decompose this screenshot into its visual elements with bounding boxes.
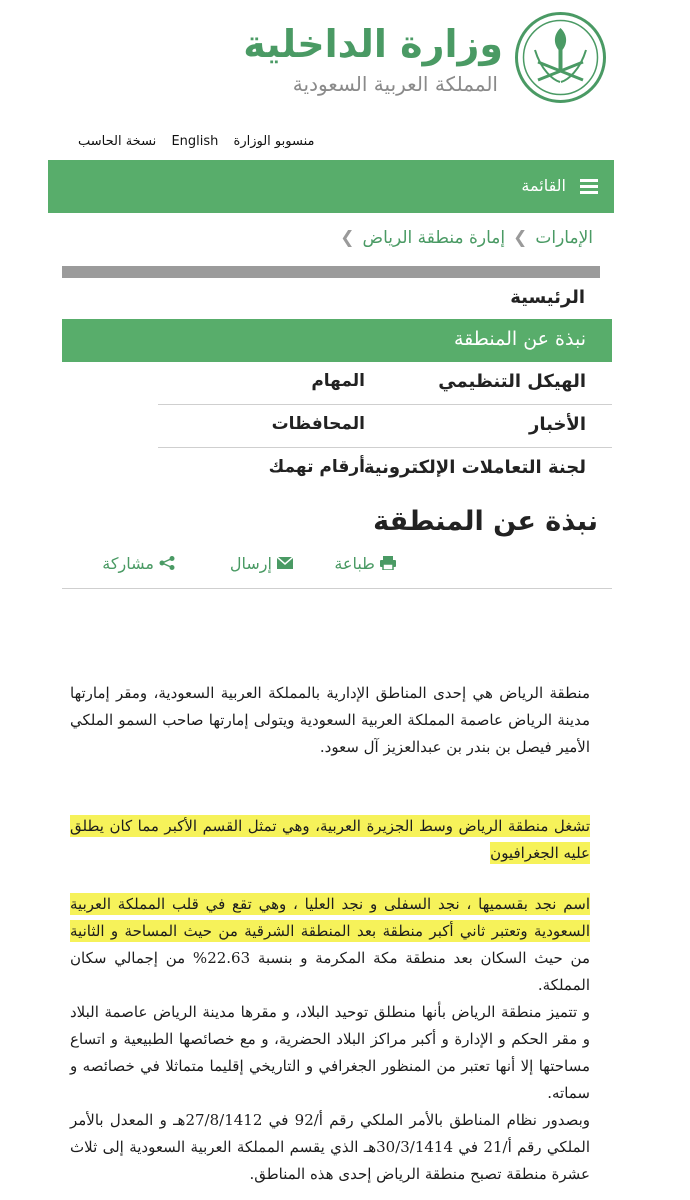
highlighted-text: تشغل منطقة الرياض وسط الجزيرة العربية، وهي تمثل القسم الأكبر مما كان يطلق عليه الجغرافيون — [70, 817, 590, 862]
print-button[interactable] — [334, 554, 396, 573]
divider-line — [62, 588, 612, 589]
nav-item-important-numbers[interactable]: أرقام تهمك — [268, 457, 365, 477]
nav-row — [158, 405, 612, 448]
nav-item-org-structure[interactable]: الهيكل التنظيمي — [438, 371, 586, 392]
breadcrumb-item-emirates[interactable]: الإمارات — [535, 228, 593, 248]
nav-item-about-region[interactable] — [62, 319, 612, 362]
nav-item-news[interactable]: الأخبار — [528, 414, 586, 435]
breadcrumb-item-riyadh[interactable]: إمارة منطقة الرياض — [362, 228, 506, 248]
top-links — [78, 134, 325, 149]
article-body — [70, 680, 590, 1188]
nav-row — [158, 448, 612, 490]
link-desktop-version[interactable]: نسخة الحاسب — [78, 134, 157, 149]
nav-item-home[interactable]: الرئيسية — [510, 287, 585, 308]
page-actions — [96, 554, 396, 582]
nav-item-tasks[interactable]: المهام — [311, 371, 365, 391]
page-title: نبذة عن المنطقة — [373, 506, 598, 537]
paragraph-text: من حيث السكان بعد منطقة مكة المكرمة و بنسبة 22.63% من إجمالي سكان المملكة. — [70, 949, 591, 994]
menu-bar[interactable] — [48, 160, 614, 213]
nav-row — [158, 362, 612, 405]
print-icon — [380, 556, 396, 570]
link-ministry-staff[interactable]: منسوبو الوزارة — [233, 134, 315, 149]
menu-label: القائمة — [521, 176, 566, 195]
highlighted-text: اسم نجد بقسميها ، نجد السفلى و نجد العليا ، وهي تقع في قلب المملكة العربية السعودية وتعتبر ثاني أكبر منطقة بعد المنطقة الشرقية من حيث المساحة و الثانية — [70, 895, 590, 940]
hamburger-icon — [580, 179, 598, 193]
brand-subtitle: المملكة العربية السعودية — [292, 72, 498, 96]
article-paragraph: و تتميز منطقة الرياض بأنها منطلق توحيد البلاد، و مقرها مدينة الرياض عاصمة البلاد و مقر الحكم و الإدارة و أكبر مراكز البلاد الحضرية، و مع خصائصها الطبيعية و اتساع مساحتها إلا أنها تعتبر من المنظور الجغرافي و التاريخي إقليما متماثلا في خصائصه و سماته. — [70, 1003, 590, 1102]
article-paragraph: وبصدور نظام المناطق بالأمر الملكي رقم أ/92 في 27/8/1412هـ و المعدل بالأمر الملكي رقم أ/21 في 30/3/1414هـ الذي يقسم المملكة العربية السعودية إلى ثلاث عشرة منطقة تصبح منطقة الرياض إحدى هذه المناطق. — [70, 1111, 590, 1183]
nav-grid — [158, 362, 612, 490]
link-english[interactable]: English — [171, 134, 219, 149]
send-button[interactable] — [230, 554, 293, 573]
ministry-logo[interactable] — [48, 10, 608, 105]
share-label: مشاركة — [102, 554, 154, 573]
send-label: إرسال — [229, 554, 272, 573]
envelope-icon — [277, 557, 293, 569]
chevron-left-icon: ❯ — [340, 228, 355, 248]
chevron-left-icon: ❯ — [513, 228, 528, 248]
article-paragraph — [70, 891, 590, 999]
saudi-emblem-icon — [513, 10, 608, 105]
share-button[interactable] — [102, 554, 175, 573]
brand-title: وزارة الداخلية — [243, 22, 503, 66]
article-paragraph-highlighted — [70, 813, 590, 867]
article-paragraph: منطقة الرياض هي إحدى المناطق الإدارية بالمملكة العربية السعودية، ومقر إمارتها مدينة الرياض عاصمة المملكة العربية السعودية ويتولى إمارتها صاحب السمو الملكي الأمير فيصل بن بندر بن عبدالعزيز آل سعود. — [70, 684, 590, 756]
breadcrumb — [332, 228, 593, 248]
nav-item-label: نبذة عن المنطقة — [454, 328, 586, 350]
share-icon — [159, 556, 175, 570]
divider-bar — [62, 266, 600, 278]
print-label: طباعة — [334, 554, 375, 573]
nav-item-governorates[interactable]: المحافظات — [271, 414, 365, 434]
nav-item-e-transactions-committee[interactable]: لجنة التعاملات الإلكترونية — [363, 457, 586, 478]
